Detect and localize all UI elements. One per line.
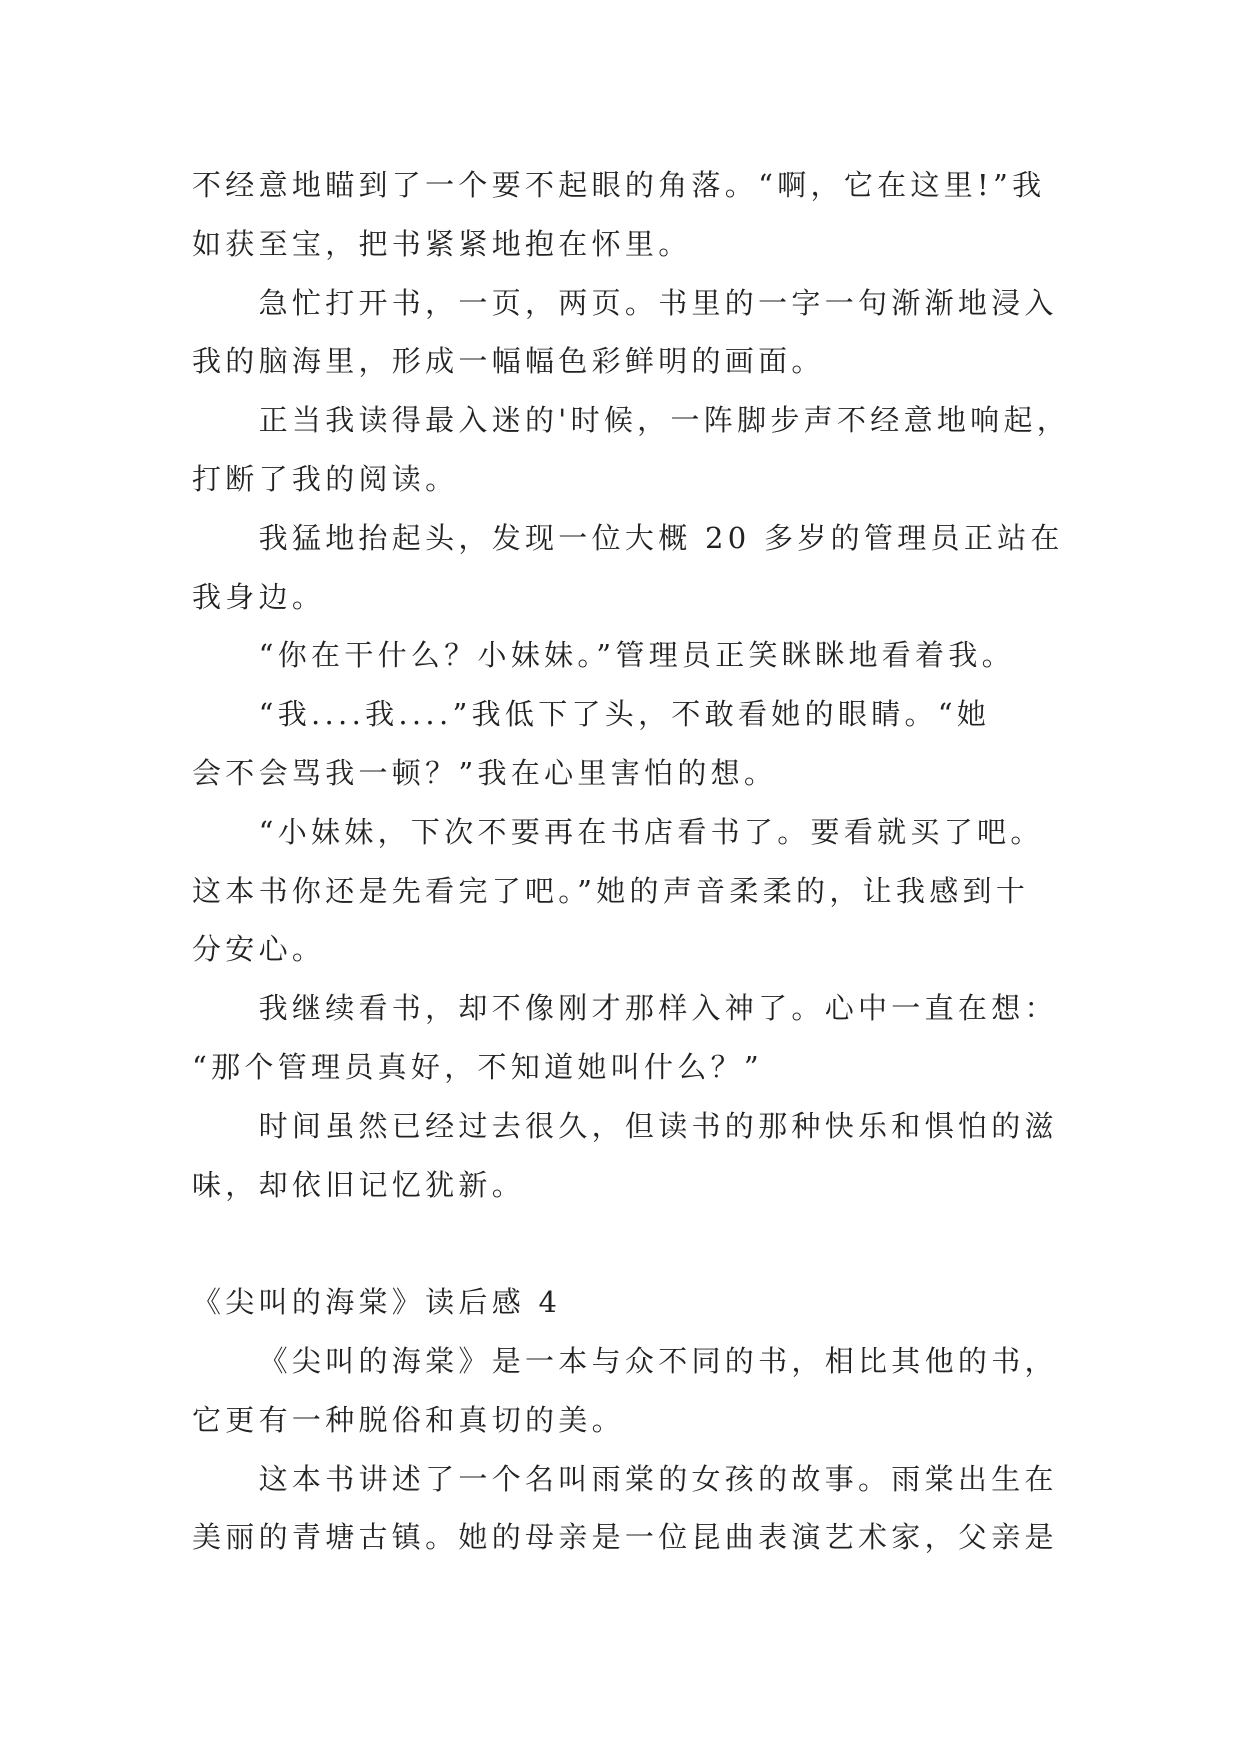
text-line: 《尖叫的海棠》是一本与众不同的书，相比其他的书，: [258, 1343, 1058, 1378]
text-line: 这本书讲述了一个名叫雨棠的女孩的故事。雨棠出生在: [258, 1461, 1058, 1496]
section-heading: 《尖叫的海棠》读后感 4: [192, 1285, 562, 1320]
text-line: “小妹妹，下次不要再在书店看书了。要看就买了吧。: [258, 814, 1044, 849]
page-body: [192, 156, 1152, 1567]
text-line: 打断了我的阅读。: [192, 461, 459, 496]
paragraph: [192, 509, 1152, 627]
text-line: 正当我读得最入迷的'时候，一阵脚步声不经意地响起，: [258, 403, 1071, 438]
paragraph: [192, 156, 1152, 274]
paragraph: [192, 979, 1152, 1097]
paragraph: [192, 1450, 1152, 1568]
text-line: 它更有一种脱俗和真切的美。: [192, 1402, 625, 1437]
text-line: 我继续看书，却不像刚才那样入神了。心中一直在想：: [258, 991, 1058, 1026]
paragraph: [192, 391, 1152, 509]
text-line: 味，却依旧记忆犹新。: [192, 1167, 526, 1202]
text-line: 会不会骂我一顿？”我在心里害怕的想。: [192, 755, 778, 790]
section-spacer: [192, 1214, 1152, 1273]
text-line: 不经意地瞄到了一个要不起眼的角落。“啊，它在这里!”我: [192, 168, 1046, 202]
paragraph: [192, 803, 1152, 979]
text-line: 我的脑海里，形成一幅幅色彩鲜明的画面。: [192, 344, 825, 379]
paragraph: [192, 685, 1152, 803]
paragraph: [192, 626, 1152, 685]
text-line: “那个管理员真好，不知道她叫什么？”: [192, 1049, 764, 1084]
text-line: “我....我....”我低下了头，不敢看她的眼睛。“她: [258, 697, 991, 732]
text-line: 我猛地抬起头，发现一位大概 20 多岁的管理员正站在: [258, 520, 1064, 555]
text-line: 分安心。: [192, 932, 326, 967]
text-line: 美丽的青塘古镇。她的母亲是一位昆曲表演艺术家，父亲是: [192, 1520, 1058, 1555]
text-line: “你在干什么？小妹妹。”管理员正笑眯眯地看着我。: [258, 638, 1015, 673]
text-line: 我身边。: [192, 579, 326, 614]
text-line: 急忙打开书，一页，两页。书里的一字一句渐渐地浸入: [258, 285, 1058, 320]
text-line: 这本书你还是先看完了吧。”她的声音柔柔的，让我感到十: [192, 873, 1030, 908]
text-line: 如获至宝，把书紧紧地抱在怀里。: [192, 226, 692, 261]
text-line: 时间虽然已经过去很久，但读书的那种快乐和惧怕的滋: [258, 1108, 1058, 1143]
paragraph: [192, 1097, 1152, 1215]
paragraph: [192, 274, 1152, 392]
paragraph: [192, 1332, 1152, 1450]
